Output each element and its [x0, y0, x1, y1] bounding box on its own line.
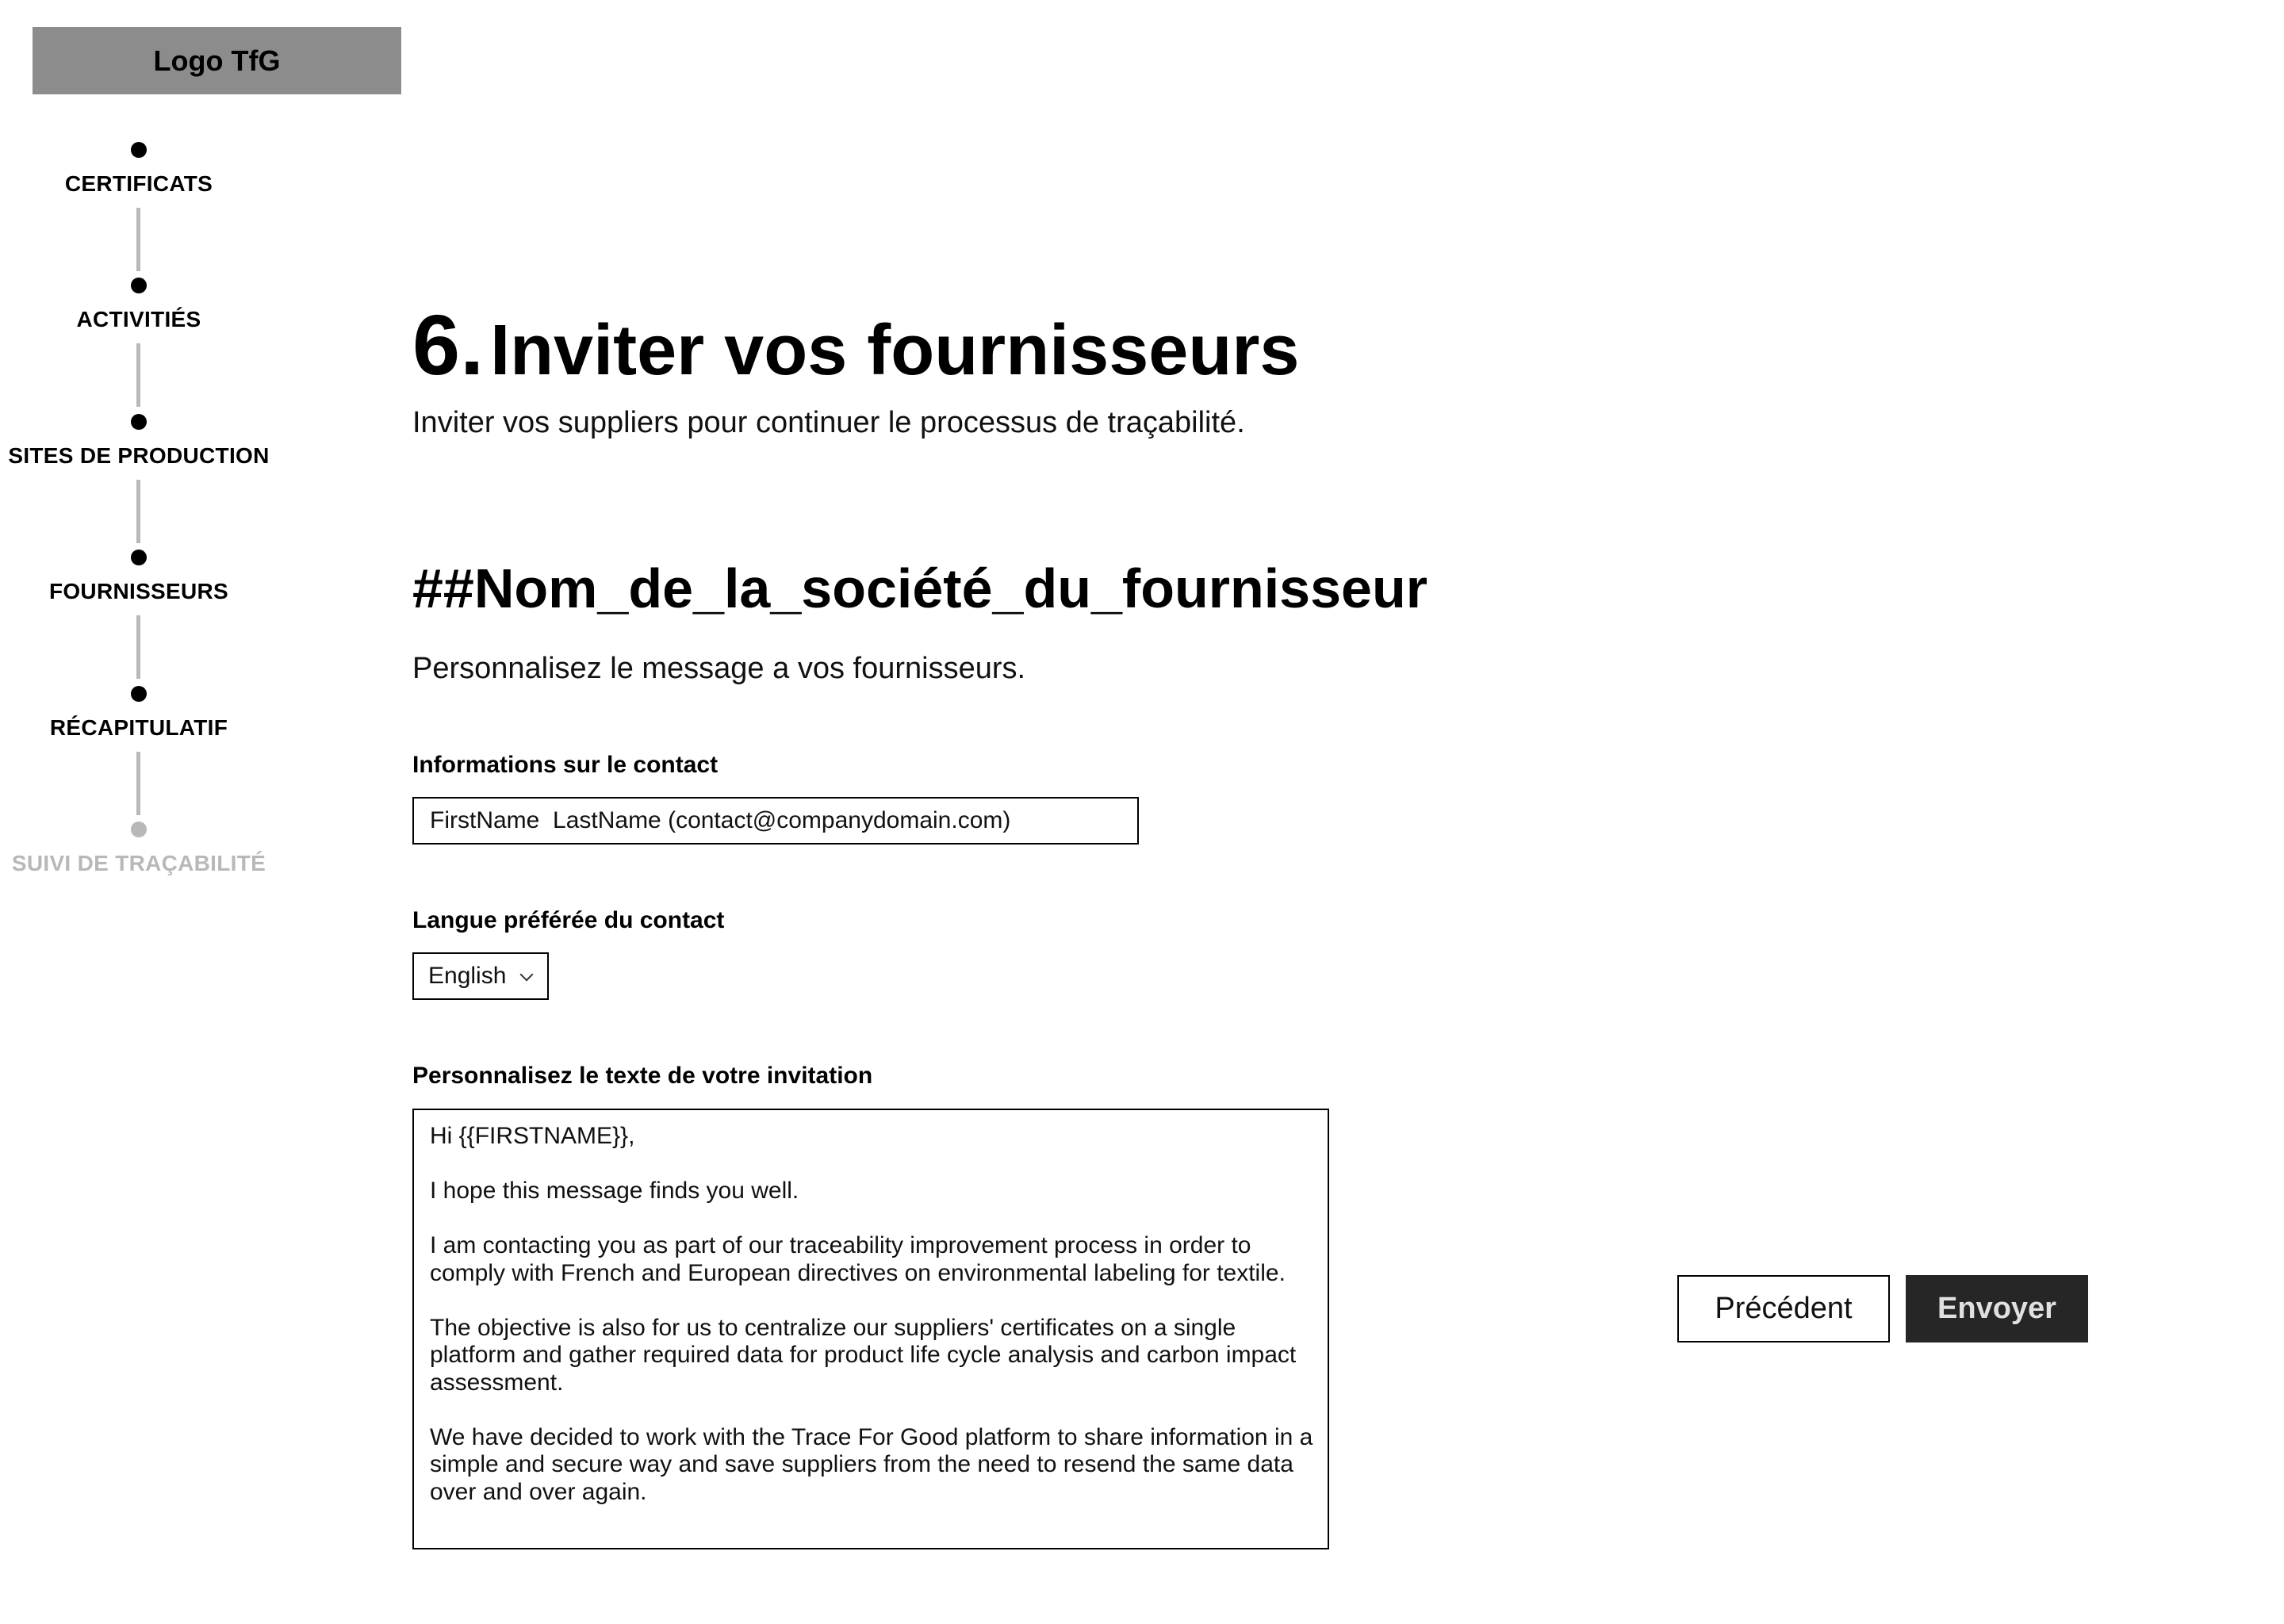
- contact-input[interactable]: [412, 797, 1139, 845]
- step-recapitulatif[interactable]: RÉCAPITULATIF: [49, 715, 228, 740]
- step-sites-de-production[interactable]: SITES DE PRODUCTION: [8, 443, 270, 468]
- invitation-paragraph: Hi {{FIRSTNAME}},: [430, 1123, 635, 1149]
- step-fournisseurs[interactable]: FOURNISSEURS: [48, 579, 229, 603]
- step-number: 6.: [412, 297, 485, 393]
- page-subtitle: Inviter vos suppliers pour continuer le processus de traçabilité.: [412, 406, 1245, 439]
- step-connector: [136, 208, 140, 271]
- invitation-paragraph: We have decided to work with the Trace For Good platform to share information in a simple and secure way and save suppliers from the need to resend the same data over and over again.: [430, 1423, 1313, 1505]
- step-certificats[interactable]: CERTIFICATS: [64, 171, 213, 196]
- supplier-company-name: ##Nom_de_la_société_du_fournisseur: [412, 557, 1428, 619]
- progress-stepper: [0, 0, 286, 952]
- invitation-paragraph: The objective is also for us to centralize our suppliers' certificates on a single platform and gather required data for product life cycle analysis and carbon impact assessment.: [430, 1314, 1297, 1396]
- step-dot-recapitulatif: [131, 686, 147, 702]
- step-connector: [136, 480, 140, 543]
- invitation-paragraph: I am contacting you as part of our traceability improvement process in order to comply with French and European directives on environmental labeling for textile.: [430, 1232, 1286, 1286]
- supplier-description: Personnalisez le message a vos fournisseurs.: [412, 652, 1026, 685]
- step-dot-fournisseurs: [131, 550, 147, 565]
- step-connector: [136, 752, 140, 815]
- logo[interactable]: Logo TfG: [33, 27, 401, 94]
- step-activities[interactable]: ACTIVITIÉS: [76, 307, 201, 331]
- page-title: [412, 295, 1299, 394]
- chevron-down-icon: [520, 968, 534, 982]
- step-dot-activities: [131, 278, 147, 293]
- contact-label: Informations sur le contact: [412, 752, 719, 778]
- send-button[interactable]: Envoyer: [1906, 1275, 2088, 1342]
- step-connector: [136, 615, 140, 679]
- language-select[interactable]: [412, 952, 549, 1000]
- language-label: Langue préférée du contact: [412, 907, 725, 933]
- step-dot-sites-de-production: [131, 414, 147, 430]
- step-dot-suivi-de-tracabilite: [131, 822, 147, 837]
- invitation-textarea[interactable]: [412, 1109, 1329, 1549]
- page-title-text: Inviter vos fournisseurs: [490, 311, 1300, 390]
- step-connector: [136, 343, 140, 407]
- step-suivi-de-tracabilite: SUIVI DE TRAÇABILITÉ: [11, 851, 266, 875]
- invitation-label: Personnalisez le texte de votre invitation: [412, 1063, 873, 1089]
- step-dot-certificats: [131, 142, 147, 158]
- language-value: English: [428, 963, 507, 989]
- previous-button[interactable]: Précédent: [1677, 1275, 1890, 1342]
- invitation-paragraph: I hope this message finds you well.: [430, 1178, 799, 1204]
